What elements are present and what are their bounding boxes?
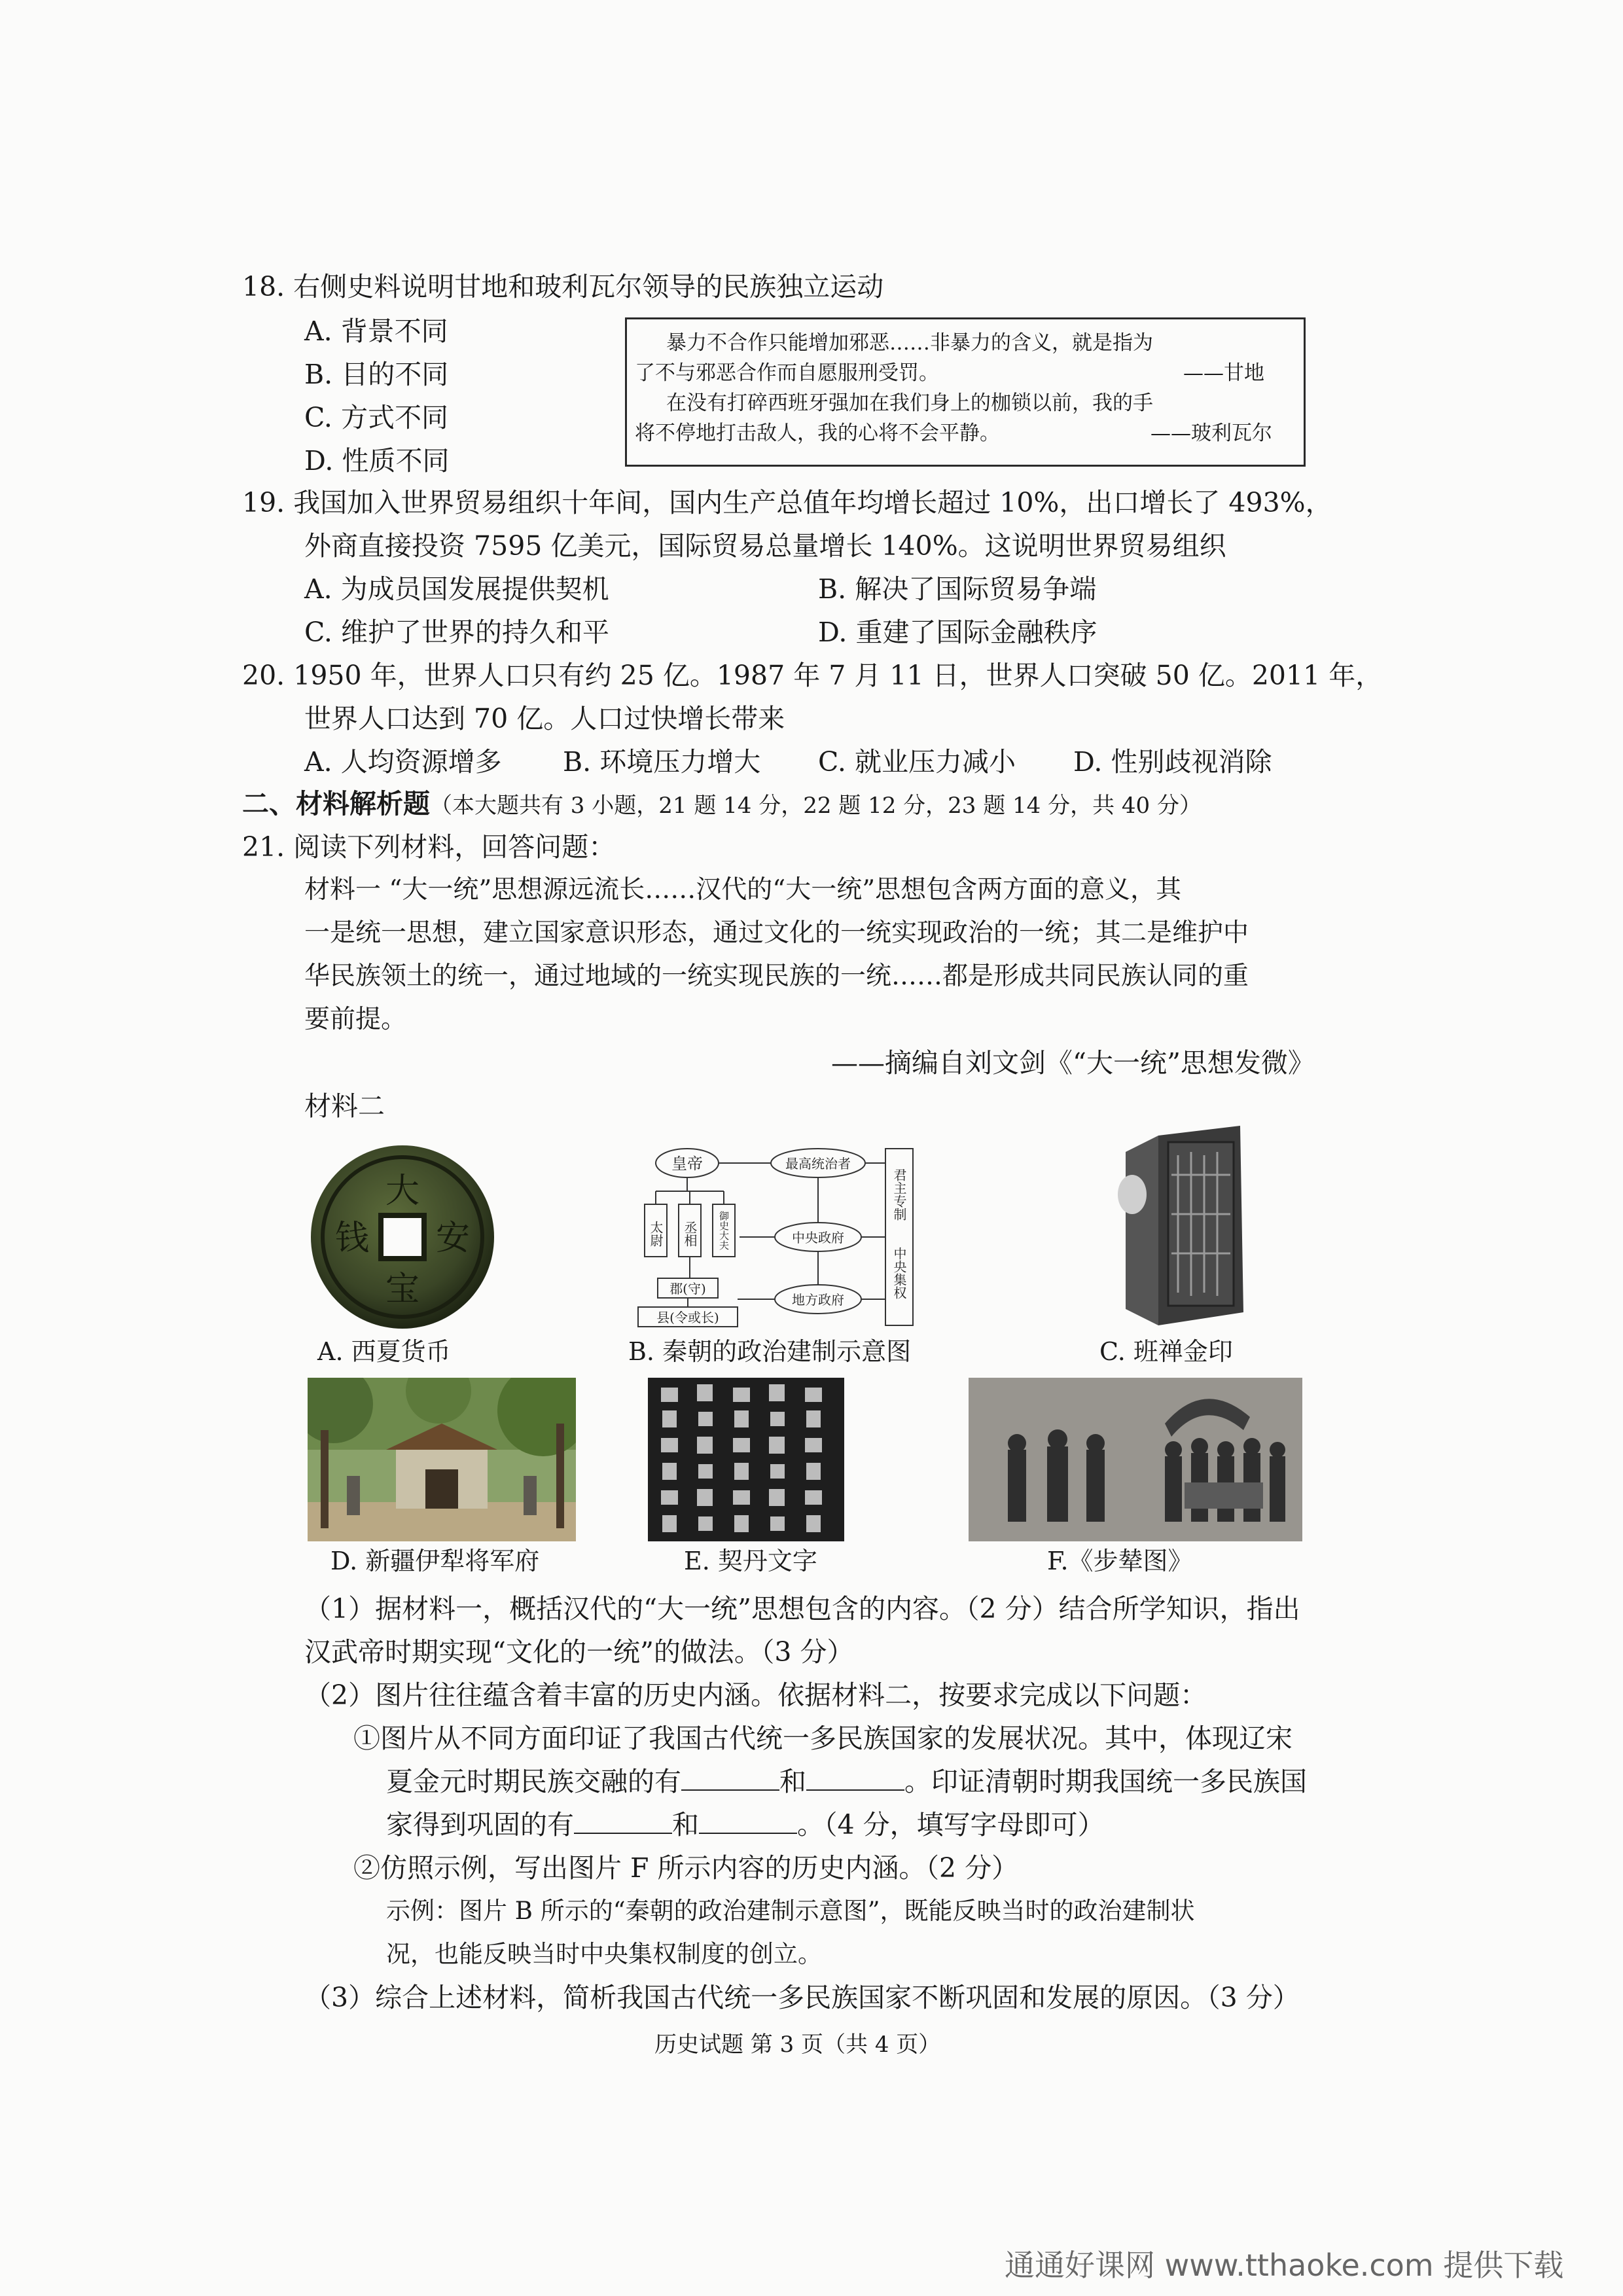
khitan-script-image: [648, 1378, 844, 1541]
q20-option-a: A. 人均资源增多: [304, 746, 502, 778]
quote-line-1: 暴力不合作只能增加邪恶……非暴力的含义，就是指为: [666, 331, 1153, 355]
q21-sub2-line-1: （2）图片往往蕴含着丰富的历史内涵。依据材料二，按要求完成以下问题：: [304, 1679, 1207, 1711]
quote-line-2: 了不与邪恶合作而自愿服刑受罚。: [635, 361, 939, 385]
q21-sub1-line-2: 汉武帝时期实现“文化的一统”的做法。（3 分）: [304, 1636, 854, 1668]
coin-char-bottom: 宝: [385, 1270, 420, 1309]
watermark: 通通好课网 www.tthaoke.com 提供下载: [1005, 2248, 1564, 2283]
bunian-tu-painting-image: [969, 1378, 1302, 1541]
q21-sub2b: ②仿照示例，写出图片 F 所示内容的历史内涵。（2 分）: [353, 1852, 1019, 1884]
q21-example-line-1: 示例：图片 B 所示的“秦朝的政治建制示意图”，既能反映当时的政治建制状: [386, 1897, 1195, 1925]
qin-political-diagram: [632, 1142, 946, 1332]
quote-attribution-gandhi: ——甘地: [1183, 361, 1264, 385]
q18-option-b: B. 目的不同: [304, 359, 449, 390]
q20-option-c: C. 就业压力减小: [818, 746, 1016, 778]
q19-line-1: 19. 我国加入世界贸易组织十年间，国内生产总值年均增长超过 10%，出口增长了 493%，: [242, 487, 1332, 518]
q21-material-1-line-1: 材料一 “大一统”思想源远流长……汉代的“大一统”思想包含两方面的意义，其: [304, 875, 1182, 905]
q18-option-a: A. 背景不同: [304, 315, 448, 347]
q21-sub2a-line-2-part-1: 夏金元时期民族交融的有: [386, 1766, 681, 1797]
q21-sub2a-line-2-part-3: 。印证清朝时期我国统一多民族国: [904, 1766, 1307, 1797]
diagram-taiwei: 太尉: [648, 1221, 664, 1247]
q18-stem: 18. 右侧史料说明甘地和玻利瓦尔领导的民族独立运动: [242, 271, 884, 302]
diagram-central-gov: 中央政府: [792, 1230, 844, 1246]
q19-option-c: C. 维护了世界的持久和平: [304, 617, 609, 648]
q21-material-1-source: ——摘编自刘文剑《“大一统”思想发微》: [831, 1047, 1315, 1079]
q20-option-b: B. 环境压力增大: [563, 746, 761, 778]
q21-sub2a-line-2-part-2: 和: [779, 1766, 806, 1797]
q21-material-1-line-3: 华民族领土的统一，通过地域的一统实现民族的一统……都是形成共同民族认同的重: [304, 961, 1249, 991]
q21-sub2a-line-2: [386, 1763, 1307, 1800]
caption-f: F.《步辇图》: [1047, 1547, 1193, 1575]
diagram-supreme-ruler: 最高统治者: [785, 1156, 851, 1172]
coin-char-left: 钱: [334, 1219, 370, 1258]
coin-char-top: 大: [385, 1172, 420, 1211]
diagram-jun: 郡(守): [669, 1281, 706, 1297]
answer-blank-1[interactable]: [681, 1766, 779, 1791]
panchen-golden-seal-image: [1113, 1122, 1247, 1329]
page-number: 历史试题 第 3 页（共 4 页）: [654, 2032, 941, 2058]
q19-option-d: D. 重建了国际金融秩序: [818, 617, 1097, 648]
q21-sub2a-line-3: [386, 1806, 1105, 1843]
q18-option-c: C. 方式不同: [304, 402, 448, 433]
diagram-chengxiang: 丞相: [682, 1221, 698, 1247]
section-2-title: 二、材料解析题: [242, 788, 430, 819]
diagram-side-centralization: 中央集权: [891, 1247, 907, 1299]
q21-material-2-label: 材料二: [304, 1090, 385, 1122]
q21-sub3: （3）综合上述材料，简析我国古代统一多民族国家不断巩固和发展的原因。（3 分）: [304, 1982, 1300, 2013]
answer-blank-4[interactable]: [699, 1809, 797, 1834]
caption-d: D. 新疆伊犁将军府: [330, 1547, 540, 1575]
coin-char-right: 安: [435, 1219, 471, 1258]
caption-b: B. 秦朝的政治建制示意图: [628, 1337, 912, 1366]
quote-attribution-bolivar: ——玻利瓦尔: [1150, 422, 1272, 445]
q21-material-1-line-4: 要前提。: [304, 1005, 407, 1034]
caption-a: A. 西夏货币: [317, 1337, 451, 1366]
diagram-xian: 县(令或长): [656, 1310, 719, 1325]
yili-general-residence-image: [308, 1378, 576, 1541]
answer-blank-2[interactable]: [806, 1766, 904, 1791]
diagram-side-autocracy: 君主专制: [891, 1168, 907, 1221]
q18-option-d: D. 性质不同: [304, 445, 450, 476]
answer-blank-3[interactable]: [574, 1809, 672, 1834]
caption-c: C. 班禅金印: [1099, 1337, 1233, 1366]
q21-material-1-line-2: 一是统一思想，建立国家意识形态，通过文化的一统实现政治的一统；其二是维护中: [304, 918, 1249, 948]
q19-line-2: 外商直接投资 7595 亿美元，国际贸易总量增长 140%。这说明世界贸易组织: [304, 530, 1226, 562]
diagram-local-gov: 地方政府: [792, 1292, 844, 1308]
diagram-yushi: 御史大夫: [718, 1211, 730, 1250]
q21-sub2a-line-1: ①图片从不同方面印证了我国古代统一多民族国家的发展状况。其中，体现辽宋: [353, 1723, 1293, 1754]
quote-line-3: 在没有打碎西班牙强加在我们身上的枷锁以前，我的手: [666, 391, 1153, 415]
q20-line-2: 世界人口达到 70 亿。人口过快增长带来: [304, 703, 785, 734]
q21-example-line-2: 况，也能反映当时中央集权制度的创立。: [386, 1940, 822, 1968]
q21-sub2a-line-3-part-2: 和: [672, 1809, 699, 1840]
section-2-header: [242, 785, 1202, 822]
quote-line-4: 将不停地打击敌人，我的心将不会平静。: [635, 422, 1000, 445]
q20-line-1: 20. 1950 年，世界人口只有约 25 亿。1987 年 7 月 11 日，世界人口突破 50 亿。2011 年，: [242, 660, 1383, 691]
q21-sub2a-line-3-part-1: 家得到巩固的有: [386, 1809, 574, 1840]
section-2-note: （本大题共有 3 小题，21 题 14 分，22 题 12 分，23 题 14 分，共 40 分）: [430, 793, 1202, 819]
q21-intro: 21. 阅读下列材料，回答问题：: [242, 831, 616, 863]
q19-option-a: A. 为成员国发展提供契机: [304, 573, 609, 605]
q20-option-d: D. 性别歧视消除: [1073, 746, 1272, 778]
caption-e: E. 契丹文字: [684, 1547, 817, 1575]
xixia-coin-image: [308, 1142, 497, 1332]
diagram-emperor: 皇帝: [671, 1155, 703, 1173]
q21-sub2a-line-3-part-3: 。（4 分，填写字母即可）: [797, 1809, 1105, 1840]
q18-quote-box: [625, 317, 1306, 467]
q21-sub1-line-1: （1）据材料一，概括汉代的“大一统”思想包含的内容。（2 分）结合所学知识，指出: [304, 1593, 1300, 1624]
q19-option-b: B. 解决了国际贸易争端: [818, 573, 1097, 605]
